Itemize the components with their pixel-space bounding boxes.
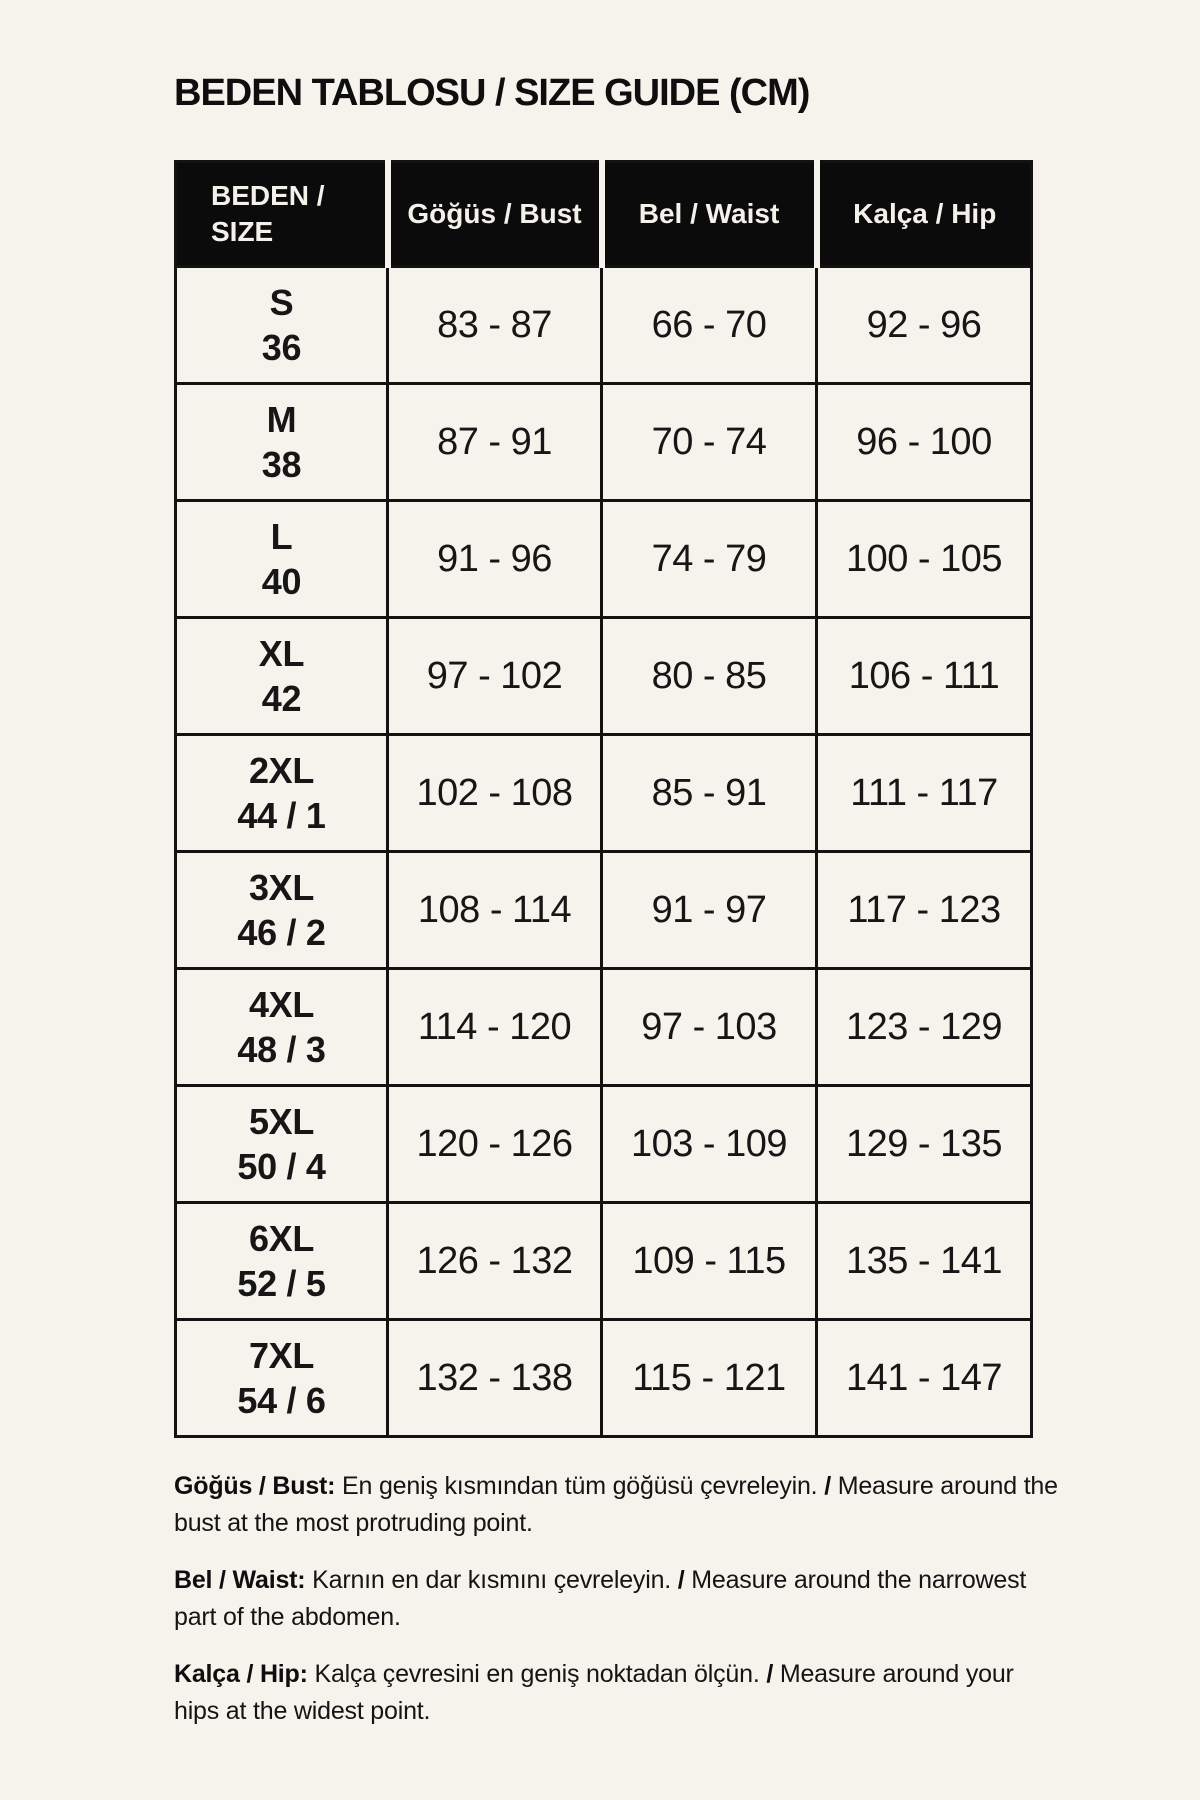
hip-cell: 92 - 96 xyxy=(817,267,1032,384)
note-text-turkish: En geniş kısmından tüm göğüsü çevreleyin. xyxy=(342,1472,818,1500)
waist-cell: 109 - 115 xyxy=(602,1203,817,1320)
waist-cell: 80 - 85 xyxy=(602,618,817,735)
table-row xyxy=(176,735,1032,852)
size-table xyxy=(174,160,1033,1438)
table-row xyxy=(176,1320,1032,1437)
size-cell xyxy=(176,735,388,852)
bust-cell: 114 - 120 xyxy=(388,969,602,1086)
page-title: BEDEN TABLOSU / SIZE GUIDE (CM) xyxy=(174,72,810,114)
waist-cell: 97 - 103 xyxy=(602,969,817,1086)
size-number: 46 / 2 xyxy=(237,912,326,953)
table-row xyxy=(176,384,1032,501)
table-row xyxy=(176,1203,1032,1320)
bust-cell: 102 - 108 xyxy=(388,735,602,852)
size-cell xyxy=(176,501,388,618)
size-cell xyxy=(176,1320,388,1437)
header-line: Kalça / Hip xyxy=(853,198,997,229)
note-label: Bel / Waist: xyxy=(174,1566,306,1594)
note-text-turkish: Kalça çevresini en geniş noktadan ölçün. xyxy=(314,1660,760,1688)
measurement-note xyxy=(174,1562,1060,1636)
header-line: BEDEN / xyxy=(211,180,325,211)
waist-cell: 91 - 97 xyxy=(602,852,817,969)
size-letter: S xyxy=(269,282,294,323)
size-number: 50 / 4 xyxy=(237,1146,326,1187)
hip-cell: 117 - 123 xyxy=(817,852,1032,969)
header-line: SIZE xyxy=(211,216,274,247)
size-number: 38 xyxy=(261,444,302,485)
size-letter: 4XL xyxy=(248,984,315,1025)
column-header-waist xyxy=(602,162,817,267)
size-cell xyxy=(176,267,388,384)
table-row xyxy=(176,267,1032,384)
note-separator: / xyxy=(824,1472,831,1500)
size-letter: M xyxy=(266,399,297,440)
note-text-english: Measure around the bust at the most protruding point. xyxy=(174,1472,1058,1537)
note-text-english: Measure around your hips at the widest point. xyxy=(174,1660,1014,1725)
waist-cell: 85 - 91 xyxy=(602,735,817,852)
size-letter: 2XL xyxy=(248,750,315,791)
bust-cell: 91 - 96 xyxy=(388,501,602,618)
size-number: 36 xyxy=(261,327,302,368)
size-number: 48 / 3 xyxy=(237,1029,326,1070)
hip-cell: 123 - 129 xyxy=(817,969,1032,1086)
size-letter: 6XL xyxy=(248,1218,315,1259)
size-number: 42 xyxy=(261,678,302,719)
note-label: Göğüs / Bust: xyxy=(174,1472,336,1500)
hip-cell: 129 - 135 xyxy=(817,1086,1032,1203)
column-header-bust xyxy=(388,162,602,267)
hip-cell: 135 - 141 xyxy=(817,1203,1032,1320)
bust-cell: 83 - 87 xyxy=(388,267,602,384)
hip-cell: 111 - 117 xyxy=(817,735,1032,852)
size-cell xyxy=(176,969,388,1086)
hip-cell: 96 - 100 xyxy=(817,384,1032,501)
table-row xyxy=(176,618,1032,735)
bust-cell: 126 - 132 xyxy=(388,1203,602,1320)
size-letter: L xyxy=(270,516,293,557)
size-letter: 5XL xyxy=(248,1101,315,1142)
note-text-english: Measure around the narrowest part of the abdomen. xyxy=(174,1566,1027,1631)
waist-cell: 66 - 70 xyxy=(602,267,817,384)
size-number: 40 xyxy=(261,561,302,602)
hip-cell: 100 - 105 xyxy=(817,501,1032,618)
hip-cell: 141 - 147 xyxy=(817,1320,1032,1437)
bust-cell: 132 - 138 xyxy=(388,1320,602,1437)
table-row xyxy=(176,501,1032,618)
bust-cell: 87 - 91 xyxy=(388,384,602,501)
waist-cell: 70 - 74 xyxy=(602,384,817,501)
size-letter: 7XL xyxy=(248,1335,315,1376)
header-row xyxy=(176,162,1032,267)
note-text-turkish: Karnın en dar kısmını çevreleyin. xyxy=(312,1566,672,1594)
note-label: Kalça / Hip: xyxy=(174,1660,308,1688)
waist-cell: 115 - 121 xyxy=(602,1320,817,1437)
header-line: Göğüs / Bust xyxy=(407,198,582,229)
size-cell xyxy=(176,852,388,969)
bust-cell: 108 - 114 xyxy=(388,852,602,969)
note-separator: / xyxy=(766,1660,774,1688)
waist-cell: 103 - 109 xyxy=(602,1086,817,1203)
hip-cell: 106 - 111 xyxy=(817,618,1032,735)
waist-cell: 74 - 79 xyxy=(602,501,817,618)
table-row xyxy=(176,852,1032,969)
size-number: 52 / 5 xyxy=(237,1263,326,1304)
column-header-hip xyxy=(817,162,1032,267)
size-number: 44 / 1 xyxy=(237,795,326,836)
size-cell xyxy=(176,1086,388,1203)
bust-cell: 120 - 126 xyxy=(388,1086,602,1203)
table-row xyxy=(176,969,1032,1086)
size-cell xyxy=(176,1203,388,1320)
size-cell xyxy=(176,618,388,735)
measurement-notes xyxy=(174,1468,1060,1730)
size-number: 54 / 6 xyxy=(237,1380,326,1421)
bust-cell: 97 - 102 xyxy=(388,618,602,735)
column-header-size xyxy=(176,162,388,267)
note-separator: / xyxy=(677,1566,685,1594)
measurement-note xyxy=(174,1468,1060,1542)
measurement-note xyxy=(174,1656,1060,1730)
table-row xyxy=(176,1086,1032,1203)
header-line: Bel / Waist xyxy=(638,198,780,229)
size-letter: 3XL xyxy=(248,867,315,908)
size-cell xyxy=(176,384,388,501)
size-letter: XL xyxy=(258,633,305,674)
